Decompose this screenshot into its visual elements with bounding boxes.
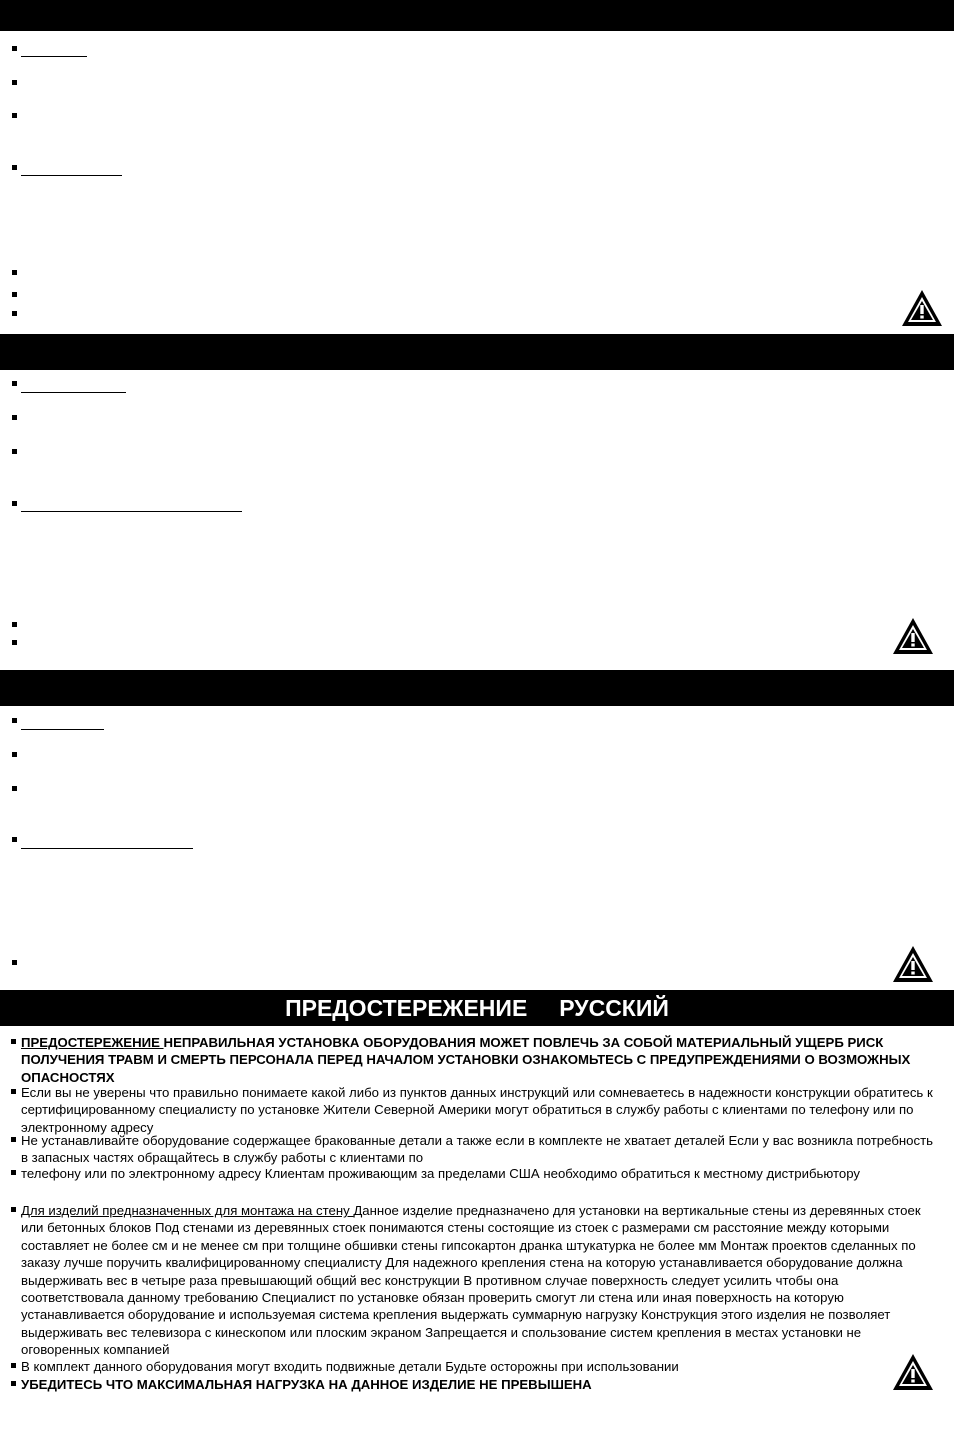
wall-mount-paragraph (21, 1202, 941, 1359)
underline-label (21, 848, 193, 849)
wall-mount-text: Данное изделие предназначено для установки на вертикальные стены из деревянных стоек или бетонных блоков Под стенами из деревянных стоек понимаются стены состоящие из стоек с размерами см расстояние между которыми составляет не более см и не менее см при толщине обшивки стены гипсокартон дранка штукатурка не более мм Монтаж проектов сделанных по заказу лучше поручить квалифицированному специалисту Для надежного крепления стена на которую устанавливается оборудование должна выдерживать вес в четыре раза превышающий общий вес конструкции В противном случае поверхность следует усилить чтобы она соответствовала данному требованию Специалист по установке обязан проверить смогут ли стена или иная поверхность на которую устанавливается оборудование и используемая система крепления выдержать суммарную нагрузку Конструкция этого изделия не позволяет выдерживать вес телевизора с кинескопом или плоским экраном Запрещается и спользование систем крепления в местах установки не оговоренных компанией (21, 1203, 921, 1358)
bullet (12, 381, 17, 386)
bullet (12, 165, 17, 170)
bullet (12, 718, 17, 723)
bullet (12, 622, 17, 627)
bullet (11, 1381, 16, 1386)
bullet (11, 1039, 16, 1044)
underline-label (21, 56, 87, 57)
underline-label (21, 729, 104, 730)
underline-label (21, 511, 242, 512)
warning-triangle-icon (891, 944, 935, 984)
bullet (12, 960, 17, 965)
warning-triangle-icon (891, 616, 935, 656)
bullet (11, 1089, 16, 1094)
warning-triangle-icon (900, 288, 944, 328)
bullet (12, 449, 17, 454)
max-load-paragraph: УБЕДИТЕСЬ ЧТО МАКСИМАЛЬНАЯ НАГРУЗКА НА ДАННОЕ ИЗДЕЛИЕ НЕ ПРЕВЫШЕНА (21, 1377, 592, 1392)
bullet (11, 1170, 16, 1175)
warning-paragraph (21, 1034, 941, 1086)
bullet (12, 415, 17, 420)
bullet (12, 786, 17, 791)
bullet (12, 501, 17, 506)
section-title: ПРЕДОСТЕРЕЖЕНИЕ РУССКИЙ (285, 995, 669, 1021)
bullet (12, 80, 17, 85)
warning-label: ПРЕДОСТЕРЕЖЕНИЕ (21, 1035, 164, 1050)
section-3-header-bar (0, 670, 954, 706)
bullet (12, 311, 17, 316)
bullet (11, 1137, 16, 1142)
moving-parts-paragraph: В комплект данного оборудования могут входить подвижные детали Будьте осторожны при использовании (21, 1359, 679, 1374)
defects-paragraph: Не устанавливайте оборудование содержащее бракованные детали а также если в комплекте не хватает деталей Если у вас возникла потребность в запасных частях обращайтесь в службу работы с клиентами по (21, 1133, 933, 1166)
section-2-header-bar (0, 334, 954, 370)
bullet (12, 292, 17, 297)
warning-text: НЕПРАВИЛЬНАЯ УСТАНОВКА ОБОРУДОВАНИЯ МОЖЕТ ПОВЛЕЧЬ ЗА СОБОЙ МАТЕРИАЛЬНЫЙ УЩЕРБ РИСК ПОЛУЧЕНИЯ ТРАВМ И СМЕРТЬ ПЕРСОНАЛА ПЕРЕД НАЧАЛОМ УСТАНОВКИ ОЗНАКОМЬТЕСЬ С ПРЕДУПРЕЖДЕНИЯМИ О ВОЗМОЖНЫХ ОПАСНОСТЯХ (21, 1035, 911, 1085)
section-1-header-bar (0, 0, 954, 31)
wall-mount-label: Для изделий предназначенных для монтажа на стену (21, 1203, 354, 1218)
consult-paragraph: Если вы не уверены что правильно понимаете какой либо из пунктов данных инструкций или сомневаетесь в надежности конструкции обратитесь к сертифицированному специалисту по установке Жители Северной Америки могут обратиться в службу работы с клиентами по телефону или по электронному адресу (21, 1085, 933, 1135)
underline-label (21, 392, 126, 393)
bullet (12, 752, 17, 757)
underline-label (21, 175, 122, 176)
bullet (12, 46, 17, 51)
bullet (12, 640, 17, 645)
bullet (12, 270, 17, 275)
bullet (12, 113, 17, 118)
contacts-paragraph: телефону или по электронному адресу Клиентам проживающим за пределами США необходимо обратиться к местному дистрибьютору (21, 1166, 860, 1181)
bullet (11, 1363, 16, 1368)
bullet (11, 1207, 16, 1212)
bullet (12, 837, 17, 842)
warning-triangle-icon (891, 1352, 935, 1392)
